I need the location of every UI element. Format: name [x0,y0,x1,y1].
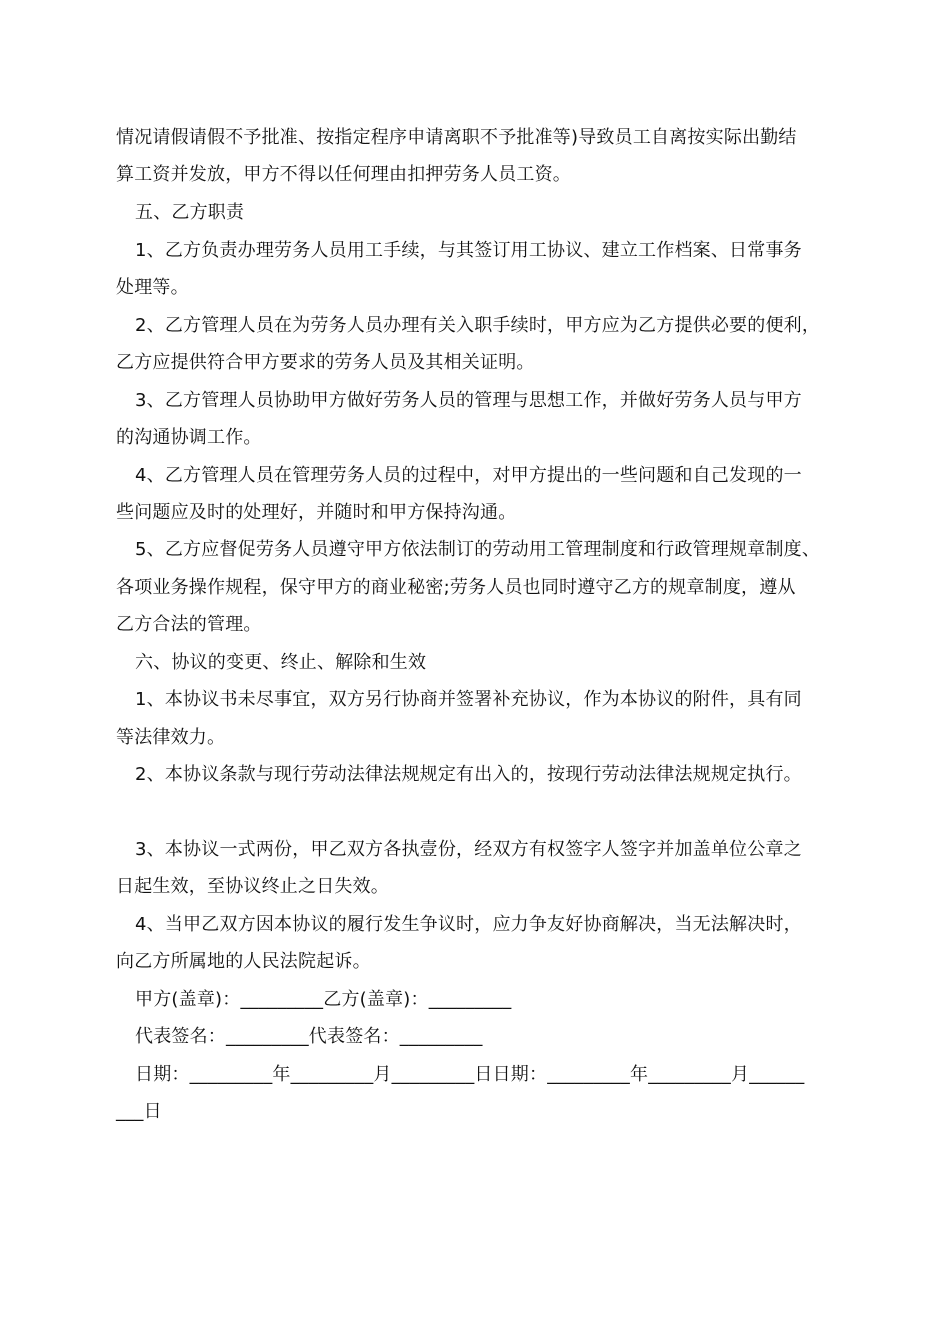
paragraph-line: 各项业务操作规程，保守甲方的商业秘密;劳务人员也同时遵守乙方的规章制度，遵从 [116,577,796,598]
paragraph-line: 日起生效，至协议终止之日失效。 [116,876,389,897]
paragraph-line: 3、乙方管理人员协助甲方做好劳务人员的管理与思想工作，并做好劳务人员与甲方 [135,390,802,411]
signature-line-representative: 代表签名：_________代表签名：_________ [135,1026,483,1047]
paragraph-line: 的沟通协调工作。 [116,427,262,448]
paragraph-line: 5、乙方应督促劳务人员遵守甲方依法制订的劳动用工管理制度和行政管理规章制度、 [135,539,821,560]
paragraph-line: 乙方应提供符合甲方要求的劳务人员及其相关证明。 [116,352,535,373]
paragraph-line: 2、乙方管理人员在为劳务人员办理有关入职手续时，甲方应为乙方提供必要的便利， [135,315,821,336]
section-heading: 五、乙方职责 [135,202,245,223]
paragraph-line: 算工资并发放，甲方不得以任何理由扣押劳务人员工资。 [116,164,571,185]
paragraph-line: 4、乙方管理人员在管理劳务人员的过程中，对甲方提出的一些问题和自己发现的一 [135,465,802,486]
paragraph-line: 4、当甲乙双方因本协议的履行发生争议时，应力争友好协商解决，当无法解决时， [135,914,802,935]
signature-line-party: 甲方(盖章)：_________乙方(盖章)：_________ [135,989,512,1010]
paragraph-line: 向乙方所属地的人民法院起诉。 [116,951,371,972]
paragraph-line: 处理等。 [116,277,189,298]
section-heading: 六、协议的变更、终止、解除和生效 [135,652,427,673]
paragraph-line: 乙方合法的管理。 [116,614,262,635]
paragraph-line: 1、本协议书未尽事宜，双方另行协商并签署补充协议，作为本协议的附件，具有同 [135,689,802,710]
paragraph-line: 等法律效力。 [116,727,226,748]
paragraph-line: 情况请假请假不予批准、按指定程序申请离职不予批准等)导致员工自离按实际出勤结 [116,127,797,148]
signature-line-date: 日期：_________年_________月_________日日期：_________年_________月______ [135,1064,805,1085]
paragraph-line: 1、乙方负责办理劳务人员用工手续，与其签订用工协议、建立工作档案、日常事务 [135,240,802,261]
paragraph-line: 3、本协议一式两份，甲乙双方各执壹份，经双方有权签字人签字并加盖单位公章之 [135,839,802,860]
paragraph-line: 2、本协议条款与现行劳动法律法规规定有出入的，按现行劳动法律法规规定执行。 [135,764,802,785]
paragraph-line: 些问题应及时的处理好，并随时和甲方保持沟通。 [116,502,517,523]
signature-line-date-continued: ___日 [116,1101,162,1122]
